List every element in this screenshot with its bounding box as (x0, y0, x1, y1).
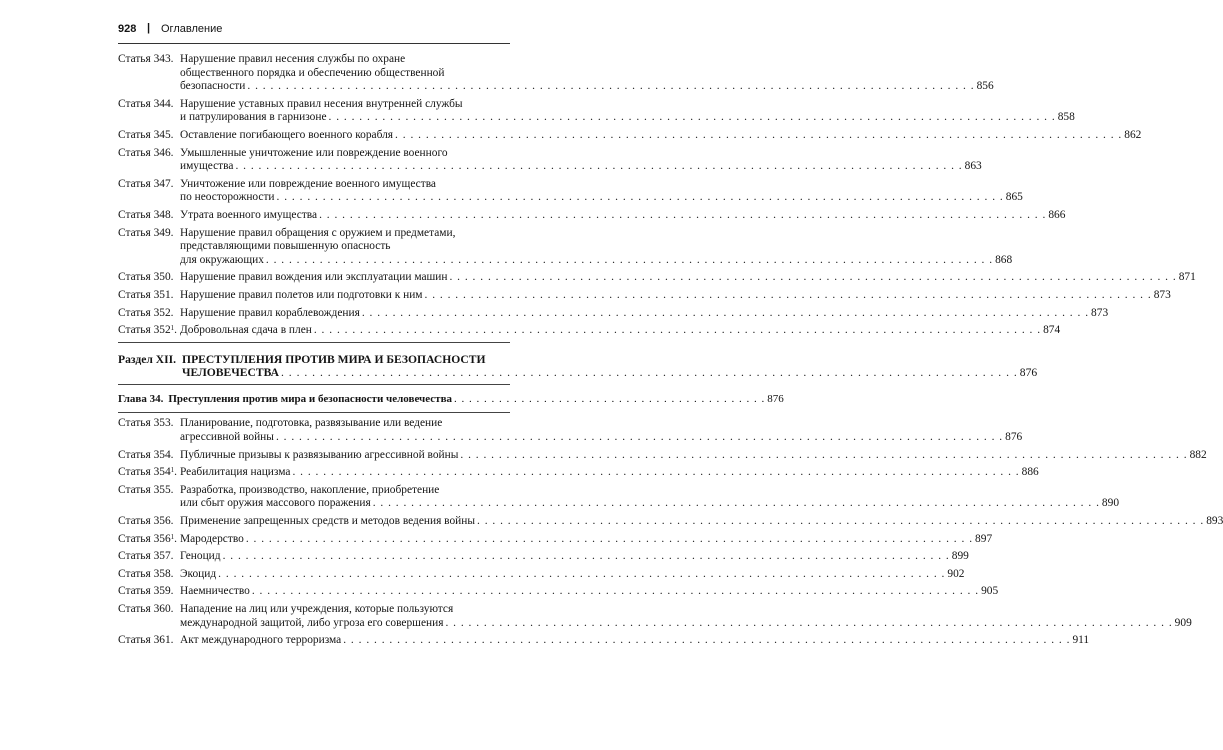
article-title-last-line: Оставление погибающего военного корабля . . . 862 (180, 129, 510, 143)
leader-dots (277, 191, 1004, 205)
section-divider-top (118, 342, 510, 343)
toc-entry (118, 603, 1192, 630)
toc-entry (118, 567, 965, 582)
article-label: Статья $356^1$. (118, 532, 178, 545)
leader-dots (247, 80, 974, 94)
page-ref: 899 (951, 550, 969, 563)
article-title-last-line: Нарушение правил вождения или эксплуатации машин . . . 871 (180, 271, 510, 285)
section-title-line: ПРЕСТУПЛЕНИЯ ПРОТИВ МИРА И БЕЗОПАСНОСТИ (182, 352, 486, 366)
article-label: Статья 352. (118, 306, 174, 319)
section-title-last: ЧЕЛОВЕЧЕСТВА (182, 366, 279, 380)
page-ref: 871 (1178, 271, 1196, 284)
article-title-last-line: Акт международного терроризма . . . 911 (180, 634, 510, 648)
toc-entry (118, 146, 982, 174)
toc-entry (118, 550, 969, 564)
article-title-last-line: по неосторожности . . . 865 (180, 191, 510, 205)
article-title (180, 53, 994, 94)
chapter-divider (118, 412, 510, 413)
article-title-line: Нарушение правил обращения с оружием и предметами, (180, 226, 456, 239)
header-title: Оглавление (161, 23, 223, 35)
section-page: 876 (1019, 366, 1038, 380)
article-title (180, 97, 1075, 125)
toc-entry (118, 466, 1039, 480)
article-title (180, 634, 1090, 648)
page-ref: 873 (1091, 306, 1109, 319)
leader-dots (395, 129, 1122, 143)
chapter-page: 876 (767, 392, 784, 405)
page-ref: 909 (1174, 616, 1192, 629)
article-title (180, 515, 1223, 529)
page-ref: 874 (1043, 324, 1061, 337)
article-title-last-line: агрессивной войны . . . 876 (180, 431, 510, 445)
article-title-last-line: Добровольная сдача в плен . . . 874 (180, 324, 510, 338)
leader-dots (252, 585, 979, 599)
page-ref: 890 (1101, 497, 1120, 510)
leader-dots (329, 111, 1056, 125)
toc-entry (118, 226, 1013, 268)
leader-dots (266, 254, 993, 268)
leader-dots (343, 634, 1070, 648)
article-label: Статья 353. (118, 417, 174, 430)
leader-dots (292, 466, 1019, 480)
article-title (180, 532, 993, 547)
toc-entry (118, 208, 1066, 223)
article-label: Статья 350. (118, 271, 174, 284)
article-title-last-line: Наемничество . . . 905 (180, 585, 510, 599)
page-ref: 893 (1206, 515, 1223, 528)
page-header (118, 20, 510, 40)
page-ref: 911 (1072, 634, 1090, 647)
article-title-last-line: Нарушение правил полетов или подготовки к ним . . . 873 (180, 289, 510, 303)
page-ref: 866 (1048, 208, 1066, 221)
leader-dots (246, 533, 973, 547)
page-ref: 858 (1057, 111, 1075, 124)
section-heading (118, 352, 1038, 380)
header-separator: | (147, 22, 151, 34)
article-title-last-line: или сбыт оружия массового поражения . . . 890 (180, 497, 510, 511)
article-title (180, 483, 1120, 511)
article-title (180, 288, 1171, 303)
article-label: Статья 346. (118, 146, 174, 159)
article-label: Статья 344. (118, 97, 174, 110)
article-label: Статья 345. (118, 128, 174, 141)
leader-dots (425, 289, 1152, 303)
article-title (180, 567, 965, 582)
article-title-line: Умышленные уничтожение или повреждение военного (180, 146, 448, 159)
leader-dots (460, 449, 1187, 463)
toc-part-1 (118, 53, 1196, 338)
article-title (180, 603, 1192, 630)
article-label: Статья 354. (118, 448, 174, 461)
article-title-line: общественного порядка и обеспечению общественной (180, 66, 445, 79)
leader-dots (362, 307, 1089, 321)
leader-dots (319, 209, 1046, 223)
page-ref: 905 (981, 585, 999, 598)
chapter-label: Глава 34. (118, 392, 164, 405)
article-label: Статья 355. (118, 483, 174, 496)
leader-dots (223, 550, 950, 564)
page-ref: 886 (1021, 466, 1039, 479)
article-title (180, 550, 969, 564)
toc-entry (118, 483, 1120, 511)
article-title-last-line: безопасности . . . 856 (180, 80, 510, 94)
toc-entry (118, 585, 999, 599)
article-title-last-line: Публичные призывы к развязыванию агрессивной войны . . . 882 (180, 449, 510, 463)
article-title (180, 177, 1023, 205)
article-title (180, 448, 1207, 463)
article-label: Статья 347. (118, 177, 174, 190)
table-of-contents (118, 53, 1223, 652)
article-title-last-line: Экоцид . . . 902 (180, 568, 510, 582)
article-title-line: Нарушение правил несения службы по охране (180, 53, 406, 65)
article-title-last-line: Нарушение правил кораблевождения . . . 873 (180, 307, 510, 321)
toc-entry (118, 515, 1223, 529)
chapter-title: Преступления против мира и безопасности человечества (168, 392, 453, 405)
leader-dots (454, 393, 765, 407)
leader-dots (449, 271, 1176, 285)
leader-dots (281, 366, 1018, 380)
article-title (180, 417, 1023, 444)
article-label: Статья 343. (118, 53, 174, 65)
page-ref: 882 (1189, 448, 1207, 461)
article-label: Статья 358. (118, 567, 174, 580)
page-ref: 868 (995, 253, 1013, 266)
leader-dots (235, 160, 962, 174)
leader-dots (477, 515, 1204, 529)
article-label: Статья 361. (118, 634, 174, 647)
article-title (180, 306, 1109, 321)
toc-part-2 (118, 417, 1223, 647)
section-last-line (182, 366, 1037, 380)
article-label: Статья $352^1$. (118, 324, 178, 337)
article-title (180, 466, 1039, 480)
article-label: Статья $354^1$. (118, 466, 178, 479)
article-title (180, 146, 982, 174)
leader-dots (445, 617, 1172, 631)
toc-entry (118, 271, 1196, 285)
article-label: Статья 349. (118, 226, 174, 239)
article-title-line: представляющими повышенную опасность (180, 240, 391, 253)
article-title-last-line: международной защитой, либо угроза его совершения . . . 909 (180, 617, 510, 631)
article-title (180, 324, 1061, 338)
section-divider-bottom (118, 384, 510, 385)
article-label: Статья 348. (118, 208, 174, 221)
article-title-line: Планирование, подготовка, развязывание или ведение (180, 417, 443, 430)
section-label: Раздел XII. (118, 352, 177, 366)
toc-entry (118, 288, 1171, 303)
article-title-last-line: Утрата военного имущества . . . 866 (180, 209, 510, 223)
page-ref: 876 (1005, 431, 1023, 444)
toc-entry (118, 448, 1207, 463)
page-ref: 865 (1005, 191, 1023, 204)
article-label: Статья 351. (118, 288, 174, 301)
article-title-last-line: для окружающих . . . 868 (180, 254, 510, 268)
leader-dots (276, 431, 1003, 445)
article-label: Статья 357. (118, 550, 174, 563)
page-ref: 902 (947, 567, 965, 580)
toc-entry (118, 128, 1142, 143)
article-label: Статья 359. (118, 585, 174, 598)
article-title-line: Разработка, производство, накопление, приобретение (180, 483, 440, 496)
toc-entry (118, 417, 1023, 444)
article-title (180, 585, 999, 599)
article-title-line: Нарушение уставных правил несения внутренней службы (180, 97, 463, 110)
article-title-last-line: Мародерство . . . 897 (180, 533, 510, 547)
toc-entry (118, 532, 993, 547)
article-title-last-line: и патрулирования в гарнизоне . . . 858 (180, 111, 510, 125)
leader-dots (373, 497, 1100, 511)
toc-entry (118, 324, 1061, 338)
toc-entry (118, 97, 1075, 125)
page-ref: 897 (975, 532, 993, 545)
page-ref: 856 (976, 80, 994, 93)
article-title (180, 271, 1196, 285)
chapter-heading (118, 392, 784, 407)
toc-entry (118, 306, 1109, 321)
article-title (180, 226, 1013, 268)
page-number: 928 (118, 23, 137, 35)
toc-entry (118, 53, 994, 94)
article-label: Статья 356. (118, 515, 174, 528)
article-title-line: Нападение на лиц или учреждения, которые пользуются (180, 603, 454, 615)
article-title-last-line: Реабилитация нацизма . . . 886 (180, 466, 510, 480)
article-label: Статья 360. (118, 603, 174, 615)
article-title (180, 208, 1066, 223)
article-title-last-line: Геноцид . . . 899 (180, 550, 510, 564)
article-title-line: Уничтожение или повреждение военного имущества (180, 177, 436, 190)
toc-entry (118, 634, 1090, 648)
leader-dots (314, 324, 1041, 338)
leader-dots (218, 568, 945, 582)
section-body (182, 353, 1037, 380)
article-title-last-line: имущества . . . 863 (180, 160, 510, 174)
article-title-last-line: Применение запрещенных средств и методов ведения войны . . . 893 (180, 515, 510, 529)
article-title (180, 128, 1142, 143)
page-ref: 873 (1153, 288, 1171, 301)
header-rule (118, 43, 510, 44)
page-ref: 863 (964, 160, 982, 173)
page-ref: 862 (1124, 128, 1142, 141)
toc-entry (118, 177, 1023, 205)
